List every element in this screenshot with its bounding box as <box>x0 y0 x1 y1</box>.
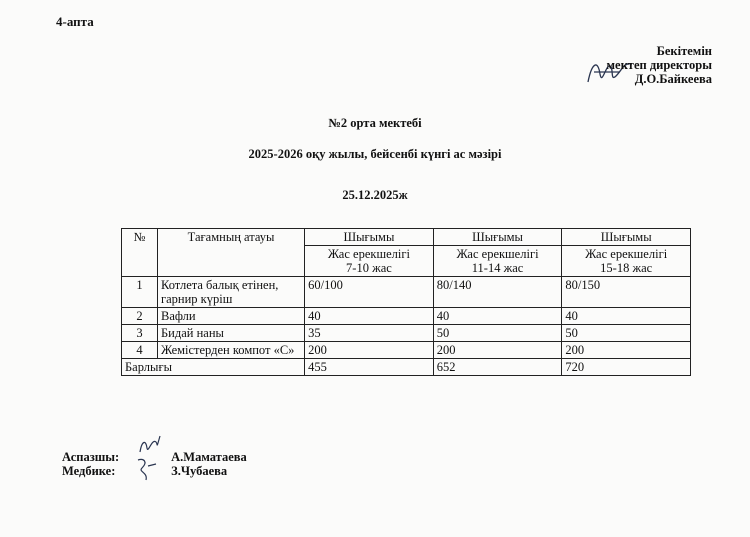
row-no: 4 <box>122 342 158 359</box>
staff-name: А.Маматаева <box>171 450 247 464</box>
row-value-1: 35 <box>305 325 434 342</box>
staff-cook <box>62 450 247 465</box>
table-row <box>122 342 691 359</box>
row-value-3: 50 <box>562 325 691 342</box>
row-dish: Жемістерден компот «С» <box>158 342 305 359</box>
approval-block <box>607 44 712 86</box>
table-row <box>122 325 691 342</box>
staff-name: З.Чубаева <box>171 464 228 478</box>
menu-title: 2025-2026 оқу жылы, бейсенбі күнгі ас мәзірі <box>248 147 502 161</box>
header-yield-3: Шығымы <box>562 229 691 246</box>
table-row <box>122 308 691 325</box>
menu-date: 25.12.2025ж <box>342 188 408 202</box>
total-label: Барлығы <box>122 359 305 376</box>
staff-role: Медбике: <box>62 464 116 478</box>
header-yield-2: Шығымы <box>433 229 562 246</box>
row-value-2: 200 <box>433 342 562 359</box>
row-value-3: 80/150 <box>562 277 691 308</box>
approval-line-1: Бекітемін <box>656 44 712 58</box>
staff-role: Аспазшы: <box>62 450 120 464</box>
row-value-3: 40 <box>562 308 691 325</box>
school-name: №2 орта мектебі <box>328 116 422 130</box>
row-value-1: 40 <box>305 308 434 325</box>
row-no: 1 <box>122 277 158 308</box>
total-value-3: 720 <box>562 359 691 376</box>
table-total-row <box>122 359 691 376</box>
row-no: 3 <box>122 325 158 342</box>
total-value-1: 455 <box>305 359 434 376</box>
row-value-2: 50 <box>433 325 562 342</box>
header-yield-1: Шығымы <box>305 229 434 246</box>
approval-line-2: мектеп директоры <box>606 58 712 72</box>
header-no: № <box>122 229 158 277</box>
age-group-3: Жас ерекшелігі 15-18 жас <box>562 246 691 277</box>
row-value-3: 200 <box>562 342 691 359</box>
staff-nurse <box>62 464 227 479</box>
total-value-2: 652 <box>433 359 562 376</box>
row-no: 2 <box>122 308 158 325</box>
age-group-1: Жас ерекшелігі 7-10 жас <box>305 246 434 277</box>
row-dish: Вафли <box>158 308 305 325</box>
row-value-1: 200 <box>305 342 434 359</box>
table-header-row <box>122 229 691 246</box>
week-label: 4-апта <box>56 14 94 29</box>
age-group-2: Жас ерекшелігі 11-14 жас <box>433 246 562 277</box>
approval-line-3: Д.О.Байкеева <box>634 72 712 86</box>
header-dish: Тағамның атауы <box>158 229 305 277</box>
row-value-1: 60/100 <box>305 277 434 308</box>
table-row <box>122 277 691 308</box>
row-value-2: 80/140 <box>433 277 562 308</box>
row-dish: Котлета балық етінен, гарнир күріш <box>158 277 305 308</box>
menu-table <box>121 228 691 376</box>
row-dish: Бидай наны <box>158 325 305 342</box>
row-value-2: 40 <box>433 308 562 325</box>
